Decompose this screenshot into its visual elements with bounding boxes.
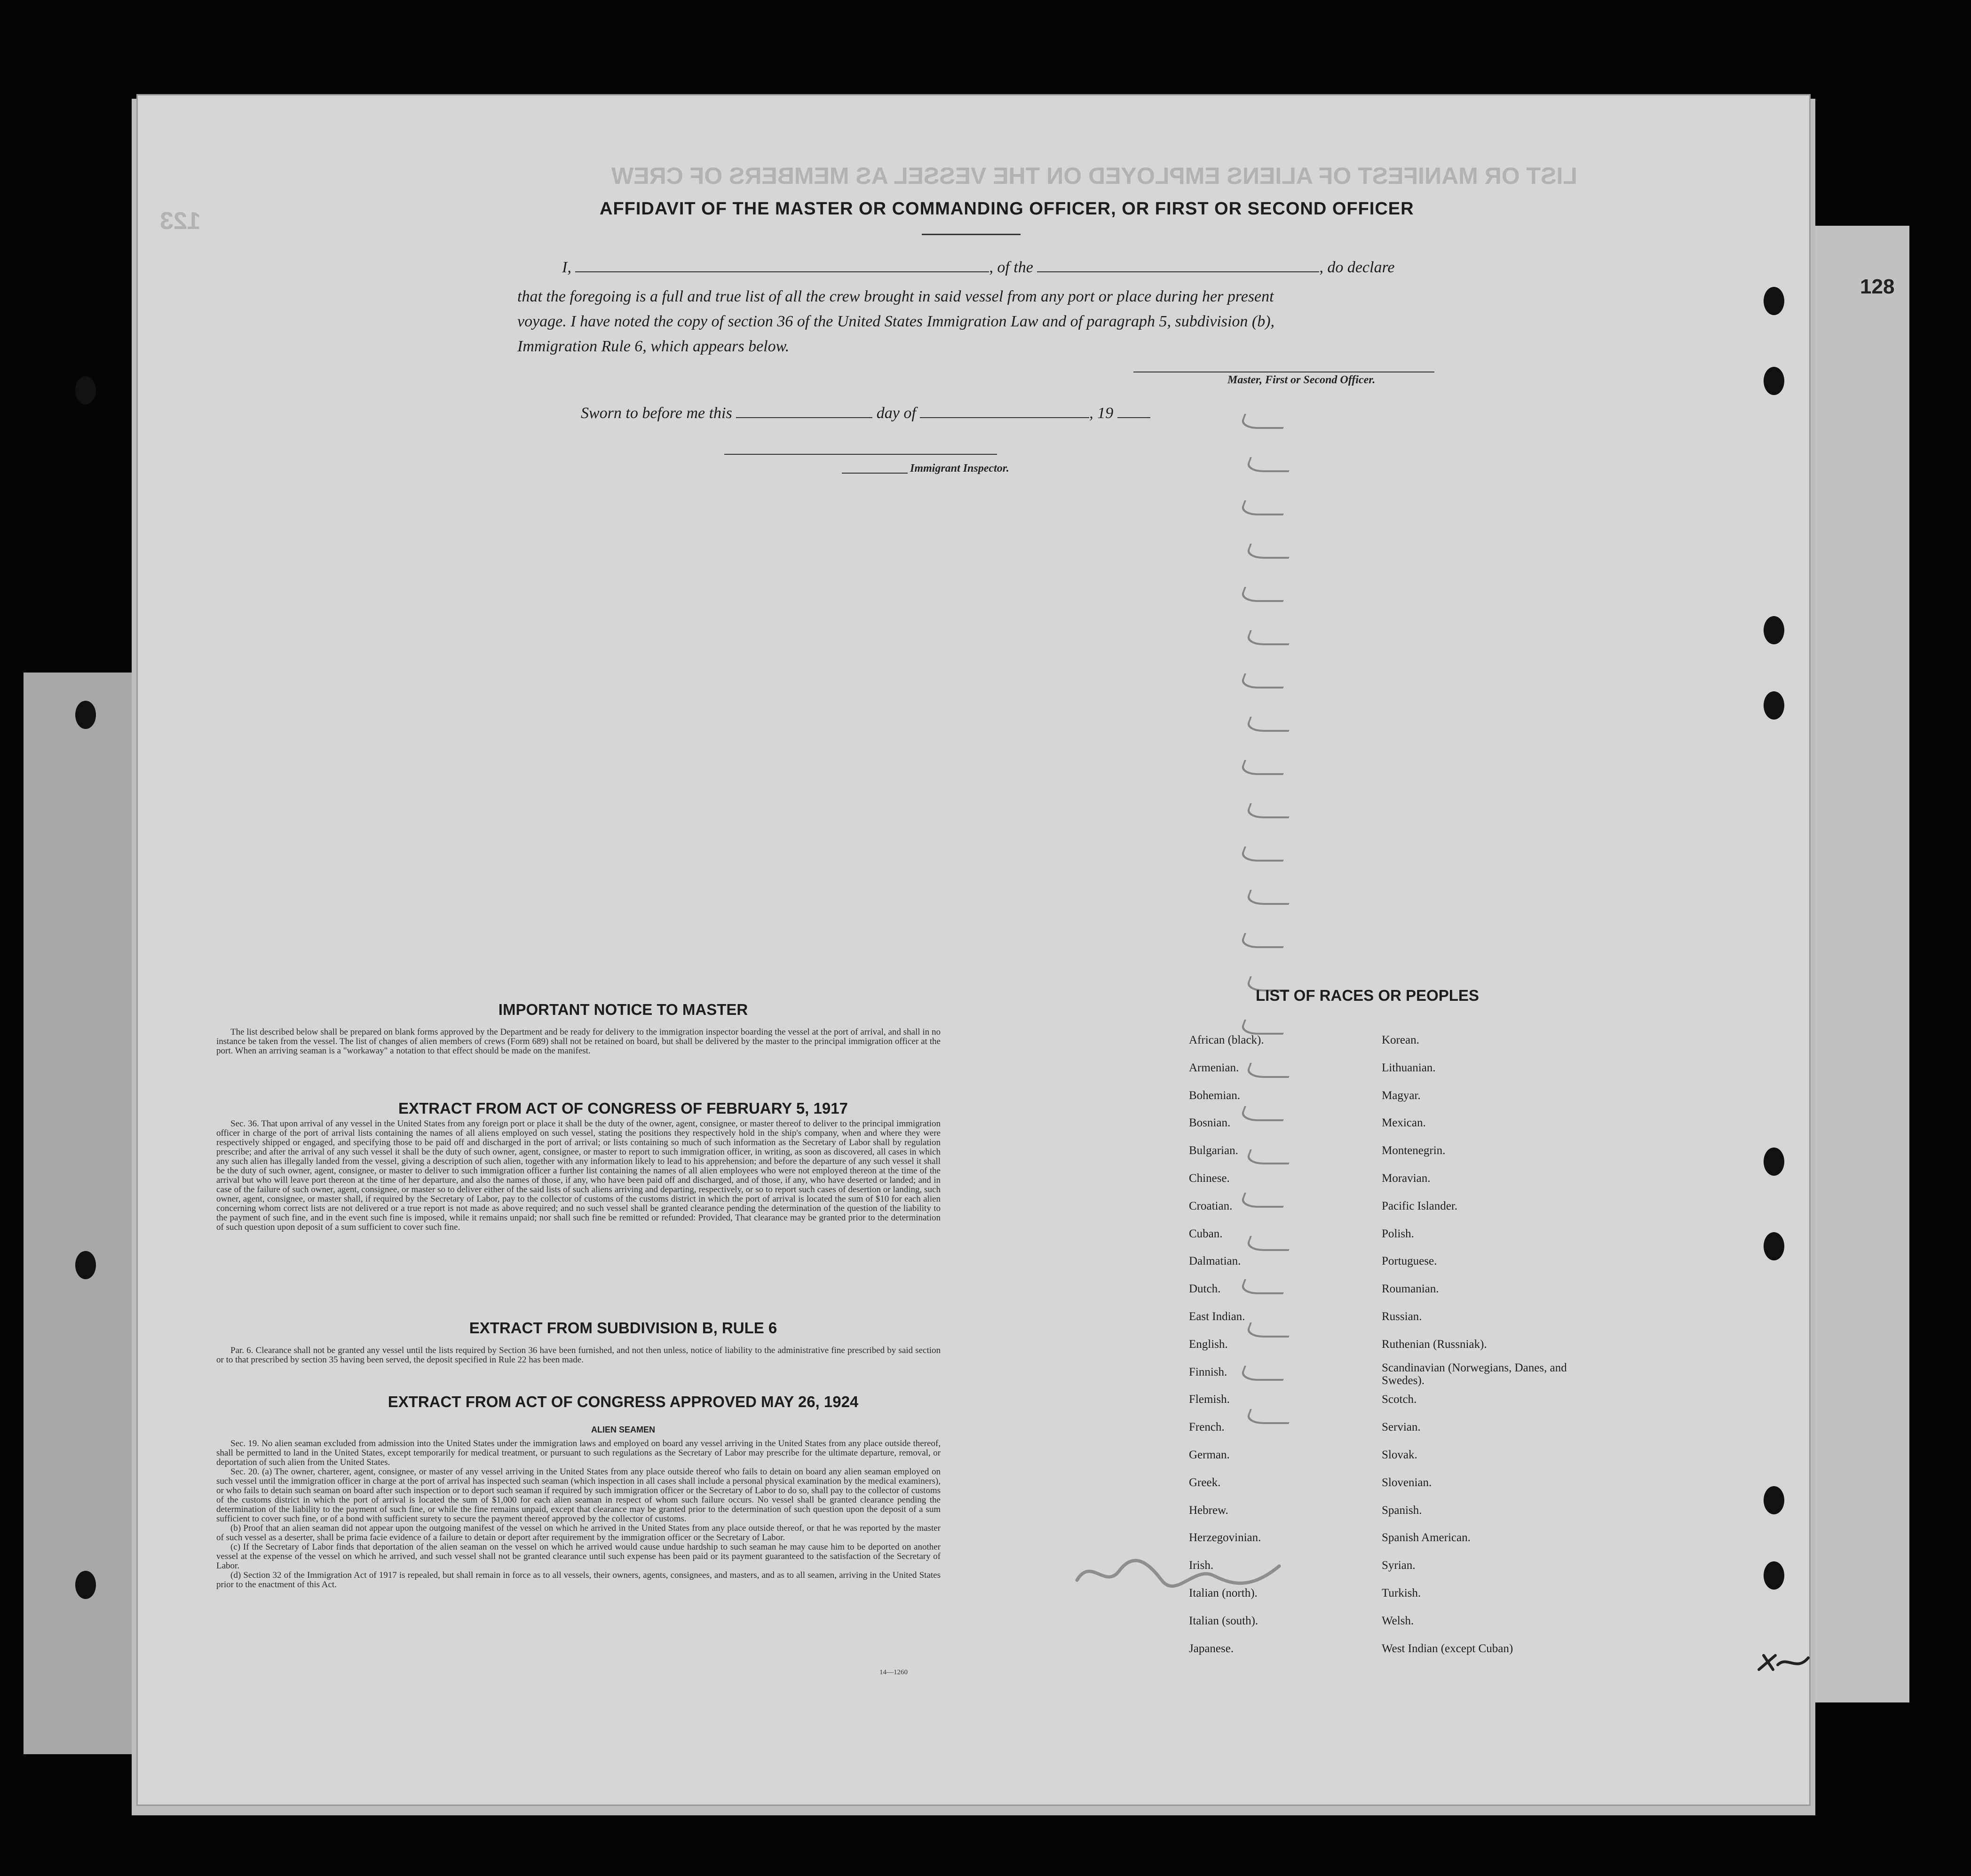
notice-text (216, 1028, 941, 1056)
sworn-prefix: Sworn to before me this (581, 404, 732, 422)
ghost-page-number: 123 (160, 207, 201, 235)
extract-1924-text (216, 1439, 941, 1590)
check-mark (1244, 803, 1294, 818)
race-item: Portuguese. (1382, 1255, 1437, 1268)
extract-rule6-title: EXTRACT FROM SUBDIVISION B, RULE 6 (469, 1319, 777, 1337)
page-number: 128 (1860, 275, 1895, 298)
extract-1917-title: EXTRACT FROM ACT OF CONGRESS OF FEBRUARY 5, 1917 (398, 1100, 848, 1117)
race-item: Scandinavian (Norwegians, Danes, and Swedes). (1382, 1361, 1567, 1387)
punch-hole (1764, 1232, 1784, 1260)
race-item: Pacific Islander. (1382, 1199, 1458, 1212)
section-20d-paragraph: (d) Section 32 of the Immigration Act of 1917 is repealed, but shall remain in force as to all vessels, their owners, agents, consignees, and masters, and as to all seamen, arriving in the United States prior to the enactment of this Act. (216, 1570, 941, 1590)
handwritten-mark (1754, 1651, 1811, 1674)
punch-hole (75, 1251, 96, 1279)
race-item: Turkish. (1382, 1586, 1421, 1599)
race-item: Lithuanian. (1382, 1061, 1436, 1074)
race-item: Croatian. (1189, 1199, 1233, 1212)
punch-hole (1764, 1486, 1784, 1514)
section-20c-paragraph: (c) If the Secretary of Labor finds that deportation of the alien seaman on the vessel on which he arrived would cause undue hardship to such seaman he may cause him to be deported on another vessel at the expense of the vessel on which he arrived, and such vessel shall not be granted clearance until such expense has been paid or its payment guaranteed to the satisfaction of the Secretary of Labor. (216, 1542, 941, 1571)
notice-title: IMPORTANT NOTICE TO MASTER (498, 1001, 748, 1018)
sworn-year-field[interactable] (1117, 417, 1150, 418)
race-item: Mexican. (1382, 1116, 1426, 1130)
section-20b-paragraph: (b) Proof that an alien seaman did not appear upon the outgoing manifest of the vessel on which he arrived in the United States from any place outside thereof, or that he was reported by the master of such vessel as a deserter, shall be prima facie evidence of a failure to detain or deport after requirement by the immigration officer or the Secretary of Labor. (216, 1523, 941, 1543)
race-item: Hebrew. (1189, 1504, 1228, 1517)
race-item: Montenegrin. (1382, 1144, 1446, 1157)
race-item: French. (1189, 1421, 1225, 1434)
check-mark (1244, 457, 1294, 472)
section-20a-paragraph: Sec. 20. (a) The owner, charterer, agent, consignee, or master of any vessel arriving in the United States from any place outside thereof who fails to detain on board any alien seaman employed on such vessel until the immigration officer in charge at the port of arrival has inspected such seaman (which inspection in all cases shall include a personal physical examination by the medical examiners), or who fails to detain such seaman on board after such inspection or to deport such seaman if required by such immigration officer or the Secretary of Labor to do so, shall pay to the collector of customs of the customs district in which the port of arrival is located the sum of $1,000 for each alien seaman in respect of whom such failure occurs. No vessel shall be granted clearance pending the determination of the liability to the payment of such fine, or while the fine remains unpaid, except that clearance may be granted prior to the determination of such question upon the deposit of a sum sufficient to cover such fine, or of a bond with sufficient surety to secure the payment thereof approved by the collector of customs. (216, 1467, 941, 1524)
punch-hole (1764, 287, 1784, 315)
sworn-day-text: day of (876, 404, 916, 422)
check-mark (1239, 673, 1289, 689)
race-item: Herzegovinian. (1189, 1531, 1261, 1544)
master-signature-label: Master, First or Second Officer. (1227, 374, 1376, 386)
race-item: Welsh. (1382, 1614, 1414, 1627)
race-item: Japanese. (1189, 1642, 1234, 1655)
punch-hole (1764, 1561, 1784, 1590)
race-item: Bohemian. (1189, 1089, 1241, 1102)
check-mark (1244, 630, 1294, 645)
ghost-header: LIST OR MANIFEST OF ALIENS EMPLOYED ON THE VESSEL AS MEMBERS OF CREW (611, 163, 1577, 189)
race-item: Italian (south). (1189, 1614, 1259, 1627)
section-36-paragraph: Sec. 36. That upon arrival of any vessel in the United States from any foreign port or place it shall be the duty of the owner, agent, consignee, or master thereof to deliver to the principal immigration officer in charge of the port of arrival lists containing the names of all aliens employed on such vessel, stating the positions they respectively hold in the ship's company, when and where they were respectively shipped or engaged, and specifying those to be paid off and discharged in the port of arrival; or lists containing so much of such information as the Secretary of Labor shall by regulation prescribe; and after the arrival of any such vessel it shall be the duty of such owner, agent, consignee, or master to report to such immigration officer, in writing, as soon as discovered, all cases in which any such alien has illegally landed from the vessel, giving a description of such alien, together with any information likely to lead to his apprehension; and before the departure of any such vessel it shall be the duty of such owner, agent, consignee, or master to deliver to such immigration officer a further list containing the names of all alien employees who were not employed thereon at the time of the arrival but who will leave port thereon at the time of her departure, and also the names of those, if any, who have been paid off and discharged, and of those, if any, who have deserted or landed; and in case of the failure of such owner, agent, consignee, or master so to deliver either of the said lists of such aliens arriving and departing, respectively, or so to report such cases of desertion or landing, such owner, agent, consignee, or master shall, if required by the Secretary of Labor, pay to the collector of customs of the customs district in which the port of arrival is located the sum of $10 for each alien concerning whom correct lists are not delivered or a true report is not made as above required; and no such vessel shall be granted clearance pending the determination of the question of the liability to the payment of such fine, and in the event such fine is imposed, while it remains unpaid; nor shall such fine be remitted or refunded: Provided, That clearance may be granted prior to the determination of such question upon deposit of a sum sufficient to cover such fine. (216, 1119, 941, 1232)
race-item: Servian. (1382, 1421, 1421, 1434)
check-mark (1244, 717, 1294, 732)
race-item: Finnish. (1189, 1365, 1227, 1378)
handwritten-annotation (1072, 1547, 1289, 1599)
race-item: Flemish. (1189, 1393, 1230, 1406)
race-item: African (black). (1189, 1034, 1264, 1046)
section-19-paragraph: Sec. 19. No alien seaman excluded from admission into the United States under the immigration laws and employed on board any vessel arriving in the United States from any place outside thereof, shall be permitted to land in the United States, except temporarily for medical treatment, or pursuant to such regulations as the Secretary of Labor may prescribe for the ultimate departure, removal, or deportation of such alien from the United States. (216, 1439, 941, 1467)
race-item: Bosnian. (1189, 1116, 1231, 1130)
races-title: LIST OF RACES OR PEOPLES (1256, 987, 1479, 1004)
race-item: Bulgarian. (1189, 1144, 1238, 1157)
race-item: Chinese. (1189, 1172, 1230, 1185)
check-mark (1239, 587, 1289, 602)
declarant-name-field[interactable] (575, 271, 989, 272)
check-mark (1239, 760, 1289, 775)
check-mark (1239, 933, 1289, 948)
punch-hole (75, 701, 96, 729)
race-item: Roumanian. (1382, 1282, 1439, 1296)
title-underline (922, 234, 1021, 235)
sworn-line (581, 404, 1150, 422)
sworn-year-text: , 19 (1089, 404, 1114, 422)
race-item: Italian (north). (1189, 1586, 1258, 1599)
punch-hole (75, 1571, 96, 1599)
inspector-signature-field[interactable] (724, 454, 997, 455)
affidavit-line-4: Immigration Rule 6, which appears below. (517, 338, 790, 355)
affidavit-line-2: that the foregoing is a full and true list of all the crew brought in said vessel from any port or place during her present (517, 288, 1274, 305)
race-item: German. (1189, 1448, 1230, 1461)
of-the-text: , of the (989, 259, 1033, 276)
extract-1917-text (216, 1119, 941, 1232)
race-item: Syrian. (1382, 1559, 1416, 1572)
race-item: Irish. (1189, 1559, 1214, 1572)
race-item: Magyar. (1382, 1089, 1421, 1102)
affidavit-line-3: voyage. I have noted the copy of section 36 of the United States Immigration Law and of paragraph 5, subdivision (b), (517, 313, 1275, 330)
affidavit-line-1 (562, 259, 1395, 277)
vessel-name-field[interactable] (1037, 271, 1319, 272)
check-mark (1239, 847, 1289, 862)
race-item: Spanish American. (1382, 1531, 1471, 1544)
race-item: Scotch. (1382, 1393, 1417, 1406)
race-item: Russian. (1382, 1310, 1422, 1323)
punch-hole (1764, 1148, 1784, 1176)
sworn-month-field[interactable] (920, 417, 1089, 418)
punch-hole (75, 376, 96, 404)
extract-1924-title: EXTRACT FROM ACT OF CONGRESS APPROVED MAY 26, 1924 (388, 1393, 859, 1410)
race-item: Polish. (1382, 1227, 1414, 1240)
race-item: East Indian. (1189, 1310, 1245, 1323)
race-item: Greek. (1189, 1476, 1221, 1489)
check-mark (1239, 414, 1289, 429)
check-mark (1244, 544, 1294, 559)
race-item: Ruthenian (Russniak). (1382, 1338, 1487, 1351)
race-item: Cuban. (1189, 1227, 1223, 1240)
declarant-i: I, (562, 259, 571, 276)
races-right-column (1382, 1027, 1598, 1662)
form-number: 14—1260 (879, 1669, 908, 1676)
sworn-date-field[interactable] (736, 417, 872, 418)
race-item: Korean. (1382, 1034, 1419, 1046)
notice-paragraph: The list described below shall be prepared on blank forms approved by the Department and be ready for delivery to the immigration inspector boarding the vessel at the port of arrival, and shall in no instance be taken from the vessel. The list of changes of alien members of crews (Form 689) shall not be retained on board, but shall be delivered by the master to the principal immigration officer at the port. When an arriving seaman is a "workaway" a notation to that effect should be made on the manifest. (216, 1027, 941, 1056)
race-item: Spanish. (1382, 1504, 1422, 1517)
extract-rule6-text (216, 1346, 941, 1365)
punch-hole (1764, 616, 1784, 644)
affidavit-title: AFFIDAVIT OF THE MASTER OR COMMANDING OFFICER, OR FIRST OR SECOND OFFICER (600, 199, 1414, 219)
race-item: Slovak. (1382, 1448, 1417, 1461)
inspector-short-rule (842, 473, 908, 474)
race-item: Dalmatian. (1189, 1255, 1241, 1268)
check-mark (1239, 500, 1289, 515)
race-item: English. (1189, 1338, 1228, 1351)
race-item: Dutch. (1189, 1282, 1221, 1296)
race-item: West Indian (except Cuban) (1382, 1642, 1513, 1655)
race-item: Armenian. (1189, 1061, 1239, 1074)
punch-hole (1764, 367, 1784, 395)
alien-seamen-subtitle: ALIEN SEAMEN (591, 1425, 655, 1434)
inspector-label: Immigrant Inspector. (910, 462, 1009, 475)
check-mark (1244, 890, 1294, 905)
rule6-paragraph: Par. 6. Clearance shall not be granted any vessel until the lists required by Section 36 have been furnished, and not then unless, notice of liability to the administrative fine prescribed by said section or to that prescribed by section 35 having been served, the deposit specified in Rule 22 has been made. (216, 1346, 941, 1365)
punch-hole (1764, 691, 1784, 720)
race-item: Moravian. (1382, 1172, 1431, 1185)
do-declare-text: , do declare (1319, 259, 1395, 276)
race-item: Slovenian. (1382, 1476, 1432, 1489)
